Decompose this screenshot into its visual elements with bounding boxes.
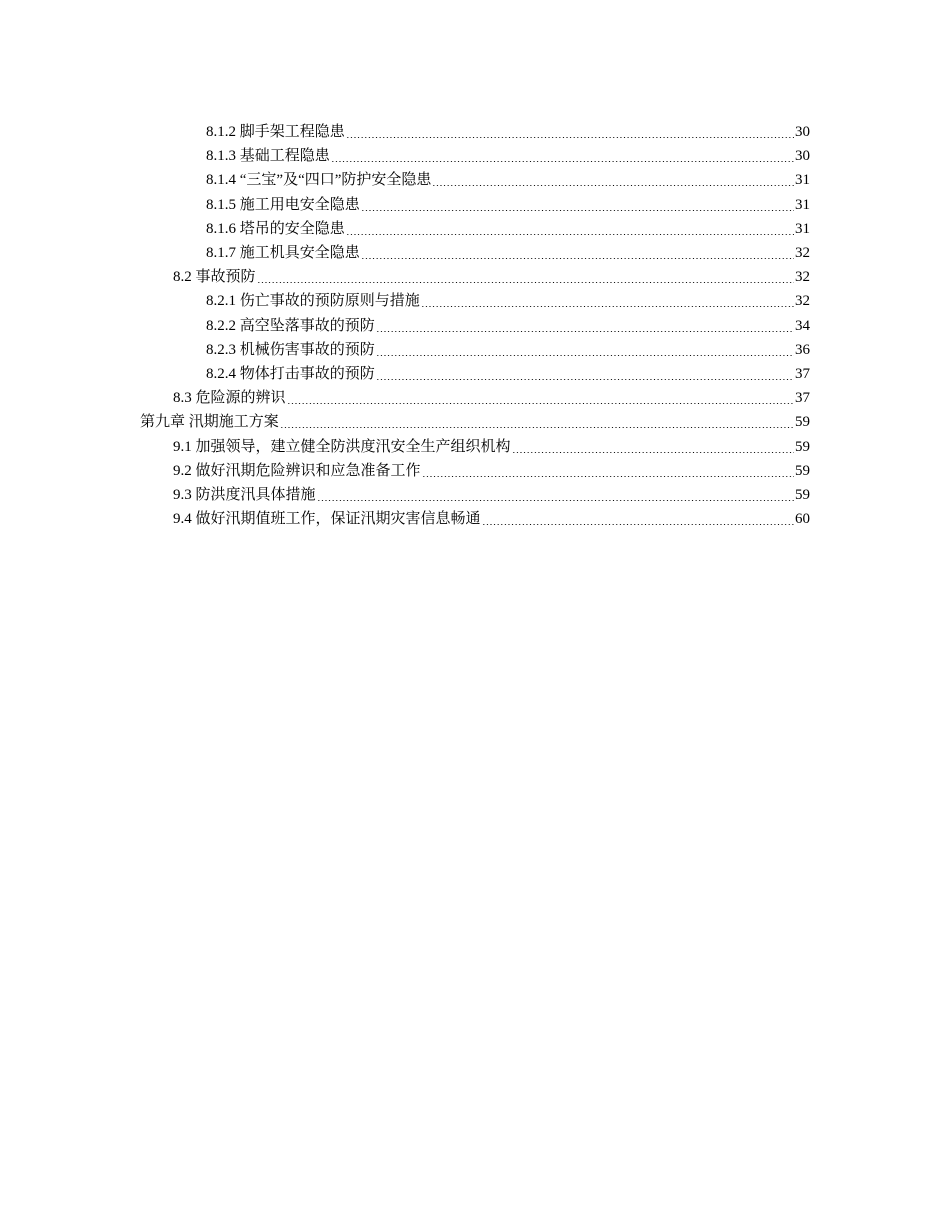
toc-dot-leader — [420, 290, 795, 312]
toc-page-number: 59 — [795, 438, 810, 455]
toc-entry — [173, 385, 810, 409]
toc-entry-title: 8.1.3 基础工程隐患 — [206, 145, 330, 167]
toc-entry — [206, 192, 810, 216]
toc-page-number: 60 — [795, 511, 810, 528]
toc-entry-title: 8.2.2 高空坠落事故的预防 — [206, 315, 375, 337]
toc-entry — [206, 143, 810, 167]
toc-page-number: 31 — [795, 172, 810, 189]
toc-entry — [206, 337, 810, 361]
toc-entry-title: 8.1.4 “三宝”及“四口”防护安全隐患 — [206, 169, 431, 191]
toc-entry-title: 8.1.6 塔吊的安全隐患 — [206, 218, 345, 240]
toc-entry-title: 8.2.3 机械伤害事故的预防 — [206, 339, 375, 361]
toc-entry — [173, 434, 810, 458]
toc-dot-leader — [421, 460, 795, 482]
toc-page-number: 37 — [795, 390, 810, 407]
toc-entry — [173, 458, 810, 482]
toc-dot-leader — [431, 169, 795, 191]
toc-page-number: 31 — [795, 196, 810, 213]
toc-entry — [206, 240, 810, 264]
toc-dot-leader — [375, 339, 795, 361]
toc-page-number: 30 — [795, 148, 810, 165]
toc-entry — [206, 119, 810, 143]
toc-entry-title: 8.3 危险源的辨识 — [173, 387, 286, 409]
toc-page-number: 37 — [795, 366, 810, 382]
toc-dot-leader — [286, 387, 795, 409]
toc-dot-leader — [360, 242, 795, 264]
toc-entry — [206, 167, 810, 191]
toc-entry — [206, 288, 810, 312]
toc-dot-leader — [375, 363, 795, 385]
toc-entry-title: 9.1 加强领导，建立健全防洪度汛安全生产组织机构 — [173, 436, 511, 458]
toc-page-number: 59 — [795, 414, 810, 431]
toc-page-number: 32 — [795, 245, 810, 261]
toc-dot-leader — [345, 121, 795, 143]
toc-page-number: 36 — [795, 341, 810, 358]
toc-entry — [206, 361, 810, 385]
toc-dot-leader — [316, 484, 795, 506]
toc-entry-title: 8.1.2 脚手架工程隐患 — [206, 121, 345, 143]
toc-dot-leader — [481, 508, 795, 530]
toc-dot-leader — [345, 218, 795, 240]
toc-entry-title: 8.2.4 物体打击事故的预防 — [206, 363, 375, 385]
toc-entry — [173, 482, 810, 506]
toc-entry — [206, 216, 810, 240]
toc-entry-title: 9.3 防洪度汛具体措施 — [173, 484, 316, 506]
toc-page-number: 59 — [795, 487, 810, 503]
toc-entry-title: 8.2.1 伤亡事故的预防原则与措施 — [206, 290, 420, 312]
toc-page-number: 31 — [795, 220, 810, 237]
toc-entry — [206, 313, 810, 337]
toc-entry-title: 9.4 做好汛期值班工作，保证汛期灾害信息畅通 — [173, 508, 481, 530]
toc-entry-title: 第九章 汛期施工方案 — [140, 411, 279, 433]
toc-entry — [173, 506, 810, 530]
toc-entry-title: 8.2 事故预防 — [173, 266, 256, 288]
toc-entry-title: 9.2 做好汛期危险辨识和应急准备工作 — [173, 460, 421, 482]
toc-dot-leader — [256, 266, 795, 288]
toc-page-number: 59 — [795, 462, 810, 479]
toc-dot-leader — [511, 436, 795, 458]
toc-entry-title: 8.1.5 施工用电安全隐患 — [206, 194, 360, 216]
toc-entry — [140, 409, 810, 433]
toc-dot-leader — [375, 315, 795, 337]
toc-entry — [173, 264, 810, 288]
toc-page-number: 32 — [795, 293, 810, 310]
toc-dot-leader — [360, 194, 795, 216]
toc-dot-leader — [330, 145, 795, 167]
toc-dot-leader — [279, 411, 795, 433]
toc-entry-title: 8.1.7 施工机具安全隐患 — [206, 242, 360, 264]
toc-page-number: 30 — [795, 124, 810, 140]
toc-page-number: 32 — [795, 269, 810, 286]
toc-page-number: 34 — [795, 317, 810, 334]
